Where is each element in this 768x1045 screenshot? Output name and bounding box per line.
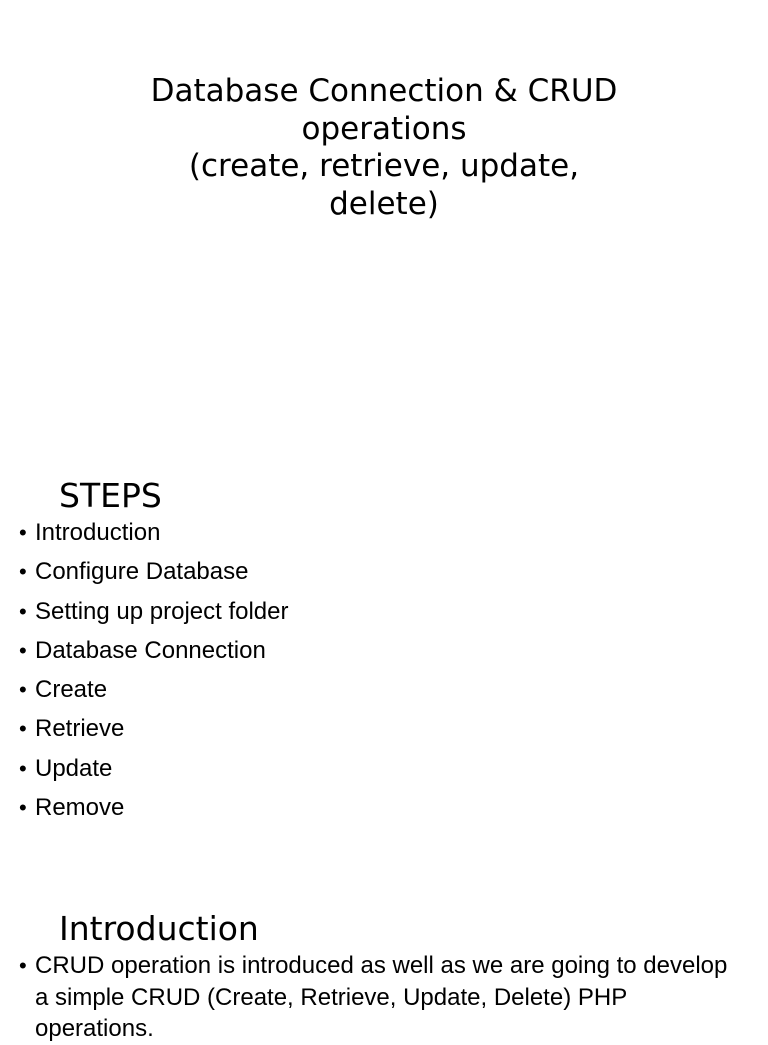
list-item [0, 595, 289, 634]
bullet-icon: • [19, 559, 27, 585]
list-item-text: Retrieve [35, 715, 125, 743]
bullet-icon: • [19, 716, 27, 742]
introduction-list [0, 950, 740, 1045]
steps-list [0, 516, 289, 830]
bullet-icon: • [19, 755, 27, 781]
bullet-icon: • [19, 637, 27, 663]
bullet-icon: • [19, 795, 27, 821]
introduction-heading: Introduction [59, 909, 259, 948]
steps-heading: STEPS [59, 476, 162, 515]
slide-title [0, 73, 768, 223]
list-item [0, 555, 289, 594]
list-item [0, 673, 289, 712]
title-line: operations [301, 110, 467, 147]
list-item [0, 752, 289, 791]
list-item [0, 516, 289, 555]
title-line: delete) [329, 185, 439, 222]
bullet-icon: • [19, 598, 27, 624]
list-item-text: Remove [35, 794, 125, 822]
bullet-icon: • [19, 677, 27, 703]
list-item [0, 791, 289, 830]
list-item-text: Configure Database [35, 558, 249, 586]
list-item [0, 634, 289, 673]
list-item-text: Create [35, 676, 108, 704]
list-item-text: CRUD operation is introduced as well as we are going to develop a simple CRUD (Create, Retrieve, Update, Delete) PHP operations. [35, 952, 728, 1042]
list-item-text: Database Connection [35, 636, 266, 664]
list-item [0, 712, 289, 751]
title-line: Database Connection & CRUD [150, 73, 618, 109]
list-item [0, 950, 740, 1045]
title-line: (create, retrieve, update, [188, 148, 580, 184]
list-item-text: Introduction [35, 519, 161, 546]
list-item-text: Update [35, 754, 113, 782]
list-item-text: Setting up project folder [35, 597, 289, 625]
bullet-icon: • [19, 953, 27, 978]
bullet-icon: • [19, 520, 27, 545]
